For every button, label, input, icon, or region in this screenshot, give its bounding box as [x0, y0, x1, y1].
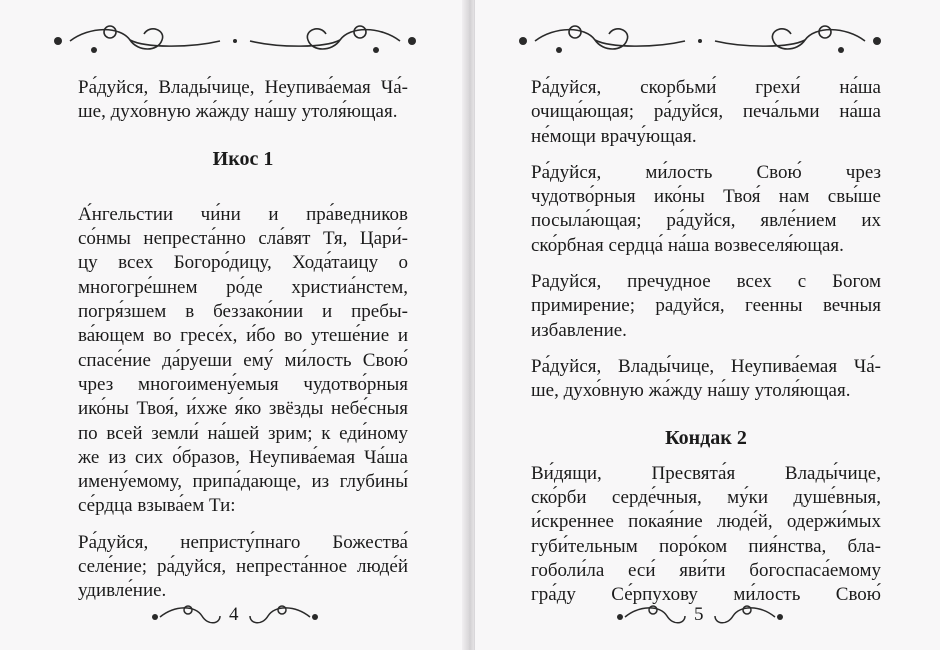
text-line: удивле́ние.: [78, 580, 167, 602]
text-line: Ра́дуйся, скорбьми́ грехи́ на́ша: [531, 77, 881, 98]
left-page: [0, 0, 466, 650]
page-number: 5: [694, 604, 704, 625]
text-line: избавление.: [531, 319, 627, 341]
text-line: губи́тельным поро́ком пия́нства, бла-: [531, 535, 881, 557]
text-line: погря́зшем в беззако́нии и пребы-: [78, 301, 408, 323]
text-line: Радуйся, пречудное всех с Богом: [531, 271, 881, 293]
text-line: примирение; радуйся, геенны вечныя: [531, 295, 881, 317]
page-number: 4: [229, 604, 239, 625]
text-line: цу всех Богоро́дицу, Хода́таицу о: [78, 252, 408, 274]
floral-ornament-icon: [515, 18, 885, 64]
section-heading-kondak-2: Кондак 2: [665, 426, 747, 449]
text-line: Ра́дуйся, ми́лость Свою́ чрез: [531, 161, 881, 183]
section-heading-ikos-1: Икос 1: [212, 147, 274, 170]
text-line: Ра́дуйся, Влады́чице, Неупива́емая Ча́-: [78, 77, 408, 98]
text-line: чудотво́рныя ико́ны Твоя́ нам свы́ше: [531, 186, 881, 208]
text-line: селе́ние; ра́дуйся, непреста́нное люде́й: [78, 556, 408, 578]
right-page-text: [531, 76, 881, 608]
top-ornament-right: [515, 18, 885, 64]
text-line: многогре́шнем ро́де христиа́нстем,: [78, 276, 408, 298]
text-line: ва́ющем во гресе́х, и́бо во утеше́ние и: [78, 325, 408, 347]
text-line: очища́ющая; ра́дуйся, печа́льми на́ша: [531, 101, 881, 123]
text-line: же из сих о́бразов, Неупива́емая Ча́ша: [78, 446, 408, 468]
text-line: А́нгельстии чи́ни и пра́ведников: [78, 203, 408, 225]
text-line: Ра́дуйся, Влады́чице, Неупива́емая Ча́-: [531, 355, 881, 377]
text-line: по всей земли́ на́шей зрим; к еди́ному: [78, 422, 408, 444]
top-ornament-left: [50, 18, 420, 64]
text-line: Ра́дуйся, непристу́пнаго Божества́: [78, 531, 408, 553]
text-line: ико́ны Твоя́, и́хже я́ко звёзды небе́сныя: [78, 398, 408, 420]
left-page-text: [78, 76, 408, 604]
text-line: ско́рби серде́чныя, му́ки душе́вныя,: [531, 487, 881, 509]
floral-ornament-icon: [50, 18, 420, 64]
text-line: се́рдца взыва́ем Ти:: [78, 495, 236, 517]
text-line: чрез многоимену́емыя чудотво́рныя: [78, 373, 408, 395]
text-line: Ви́дящи, Пресвята́я Влады́чице,: [531, 462, 881, 484]
text-line: спасе́ние да́руеши ему́ ми́лость Свою́: [78, 349, 408, 371]
text-line: ше, духо́вную жа́жду на́шу утоля́ющая.: [531, 380, 851, 402]
text-line: гра́ду Се́рпухову ми́лость Свою́: [531, 584, 881, 606]
text-line: не́мощи врачу́ющая.: [531, 125, 697, 147]
text-line: со́нмы непреста́нно сла́вят Тя, Цари́-: [78, 228, 408, 250]
right-page: [474, 0, 940, 650]
text-line: и́скреннее покая́ние люде́й, одержи́мых: [531, 511, 881, 533]
text-line: ско́рбная сердца́ на́ша возвеселя́ющая.: [531, 234, 844, 256]
text-line: имену́емому, припа́дающе, из глубины́: [78, 471, 408, 493]
text-line: ше, духо́вную жа́жду на́шу утоля́ющая.: [78, 101, 398, 123]
text-line: посыла́ющая; ра́дуйся, явле́нием их: [531, 210, 881, 232]
text-line: гоболи́ла еси́ яви́ти богоспаса́емому: [531, 560, 881, 582]
